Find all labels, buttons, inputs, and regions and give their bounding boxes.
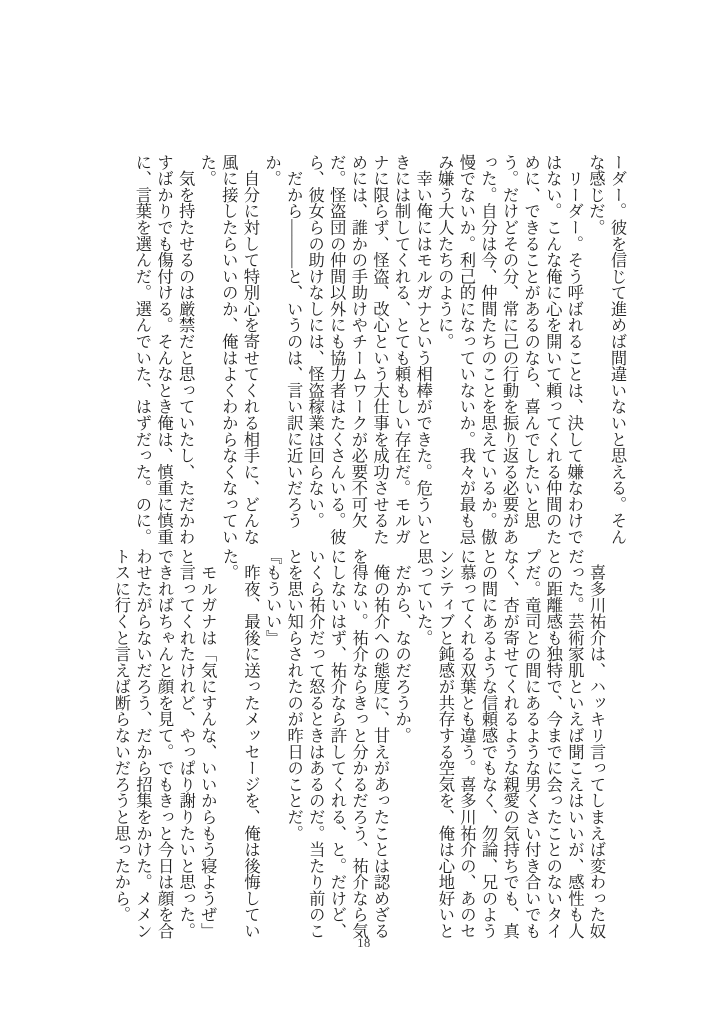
page-number: 18 — [357, 936, 371, 950]
paragraph: リーダー。そう呼ばれることは、決して嫌なわけではない。こんな俺に心を開いて頼ってくれる仲間のために、できることがあるのなら、喜んでしたいと思う。だけどその分、常に己の行動を振り返る必要があった。自分は今、仲間たちのことを思えているか。傲慢でないか。利己的になっていないか。我々が最も忌み嫌う大人たちのように。 — [435, 154, 584, 545]
paragraph: だから、なのだろうか。 — [392, 548, 412, 744]
paragraph: 昨夜、最後に送ったメッセージを、俺は後悔していた。 — [219, 548, 261, 939]
paragraph: 幸い俺にはモルガナという相棒ができた。危ういときには制してくれる、とても頼もしい存在だ。モルガナに限らず、怪盗、改心という大仕事を成功させるためには、誰かの手助けやチームワークが必要不可欠だ。怪盗団の仲間以外にも協力者はたくさんいる。彼ら、彼女らの助けなしには、怪盗稼業は回らない。 — [305, 154, 433, 545]
text-section-bottom — [110, 548, 607, 940]
paragraph: ーダー。彼を信じて進めば間違いないと思える。そんな感じだ。 — [586, 154, 627, 545]
paragraph: 『もういい』 — [263, 548, 283, 646]
paragraph: 俺の祐介への態度に、甘えがあったことは認めざるを得ない。祐介ならきっと分かるだろう、祐介なら気にしないはず、祐介なら許してくれる、と。だけど、いくら祐介だって怒るときはあるのだ。当たり前のことを思い知らされたのが昨日のことだ。 — [284, 548, 391, 939]
paragraph: 喜多川祐介は、ハッキリ言ってしまえば変わった奴だった。芸術家肌といえば聞こえはいいが、感性も人との距離感も独特で、今までに会ったことのないタイプだ。竜司との間にあるような男くさい付き合いでもなく、杏が寄せてくれるような親愛の気持ちでも、真との間にあるような信頼感でもなく、勿論、兄のように慕ってくれる双葉とも違う。喜多川祐介の、あのセンシティブと鈍感が共存する空気を、俺は心地好いと思っていた。 — [414, 548, 606, 939]
paragraph: モルガナは「気にすんな、いいからもう寝ようぜ」と言ってくれたけれど、やっぱり謝りたいと思った。できればちゃんと顔を見て。でもきっと今日は顔を合わせたがらないだろう、だから招集をかけた。メメントスに行くと言えば断らないだろうと思ったから。 — [111, 548, 218, 939]
paragraph: だから―――と、いうのは、言い訳に近いだろうか。 — [262, 154, 304, 529]
paragraph: 自分に対して特別心を寄せてくれる相手に、どんな風に接したらいいのか、俺はよくわからなくなっていた。 — [197, 154, 260, 545]
paragraph: 気を持たせるのは厳禁だと思っていたし、ただかわすばかりでも傷付ける。そんなとき俺は、慎重に慎重に、言葉を選んだ。選んでいた、はずだった。のに。 — [132, 154, 196, 545]
text-section-top — [131, 154, 628, 546]
